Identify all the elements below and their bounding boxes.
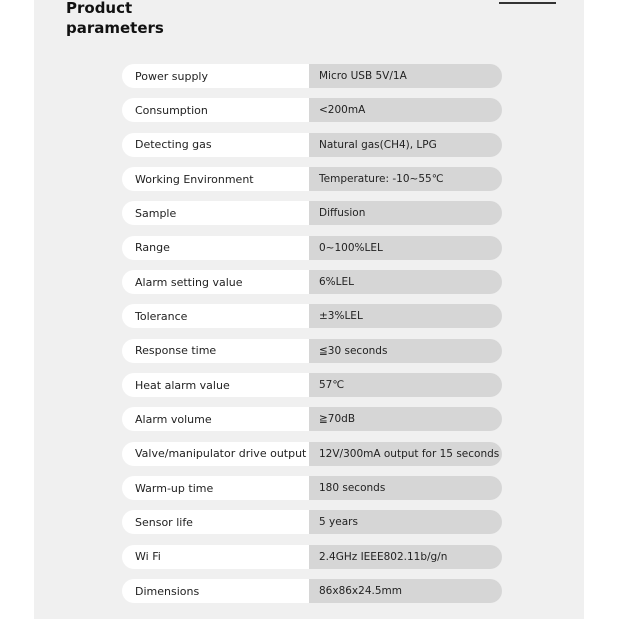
parameter-value: Micro USB 5V/1A [309, 64, 502, 88]
parameter-label: Response time [122, 339, 309, 363]
table-row [122, 545, 502, 569]
table-row [122, 476, 502, 500]
parameter-label: Wi Fi [122, 545, 309, 569]
table-row [122, 236, 502, 260]
parameter-label: Tolerance [122, 304, 309, 328]
page-title-line-1: Product [66, 0, 133, 17]
parameter-value: 180 seconds [309, 476, 502, 500]
table-row [122, 270, 502, 294]
parameter-value: ≦30 seconds [309, 339, 502, 363]
parameter-value: Temperature: -10~55℃ [309, 167, 502, 191]
parameter-label: Alarm volume [122, 407, 309, 431]
parameter-value: 0~100%LEL [309, 236, 502, 260]
table-row [122, 442, 502, 466]
parameter-label: Valve/manipulator drive output [122, 442, 309, 466]
table-row [122, 339, 502, 363]
parameter-label: Power supply [122, 64, 309, 88]
table-row [122, 64, 502, 88]
parameter-label: Working Environment [122, 167, 309, 191]
table-row [122, 579, 502, 603]
parameter-value: Diffusion [309, 201, 502, 225]
parameter-value: 5 years [309, 510, 502, 534]
parameter-label: Detecting gas [122, 133, 309, 157]
table-row [122, 304, 502, 328]
parameter-value: 6%LEL [309, 270, 502, 294]
table-row [122, 98, 502, 122]
page-title [66, 0, 164, 38]
parameter-value: 12V/300mA output for 15 seconds [309, 442, 502, 466]
parameter-label: Warm-up time [122, 476, 309, 500]
parameter-value: 2.4GHz IEEE802.11b/g/n [309, 545, 502, 569]
parameter-label: Dimensions [122, 579, 309, 603]
parameter-value: ±3%LEL [309, 304, 502, 328]
parameter-value: ≧70dB [309, 407, 502, 431]
page-title-line-2: parameters [66, 19, 164, 37]
parameter-label: Sample [122, 201, 309, 225]
parameter-label: Consumption [122, 98, 309, 122]
parameter-value: <200mA [309, 98, 502, 122]
parameter-value: 57℃ [309, 373, 502, 397]
table-row [122, 201, 502, 225]
top-divider [499, 2, 556, 4]
table-row [122, 510, 502, 534]
parameter-table [122, 64, 502, 614]
table-row [122, 133, 502, 157]
table-row [122, 407, 502, 431]
parameter-label: Alarm setting value [122, 270, 309, 294]
table-row [122, 373, 502, 397]
parameter-value: Natural gas(CH4), LPG [309, 133, 502, 157]
parameter-value: 86x86x24.5mm [309, 579, 502, 603]
table-row [122, 167, 502, 191]
parameter-label: Heat alarm value [122, 373, 309, 397]
parameter-label: Sensor life [122, 510, 309, 534]
parameter-label: Range [122, 236, 309, 260]
